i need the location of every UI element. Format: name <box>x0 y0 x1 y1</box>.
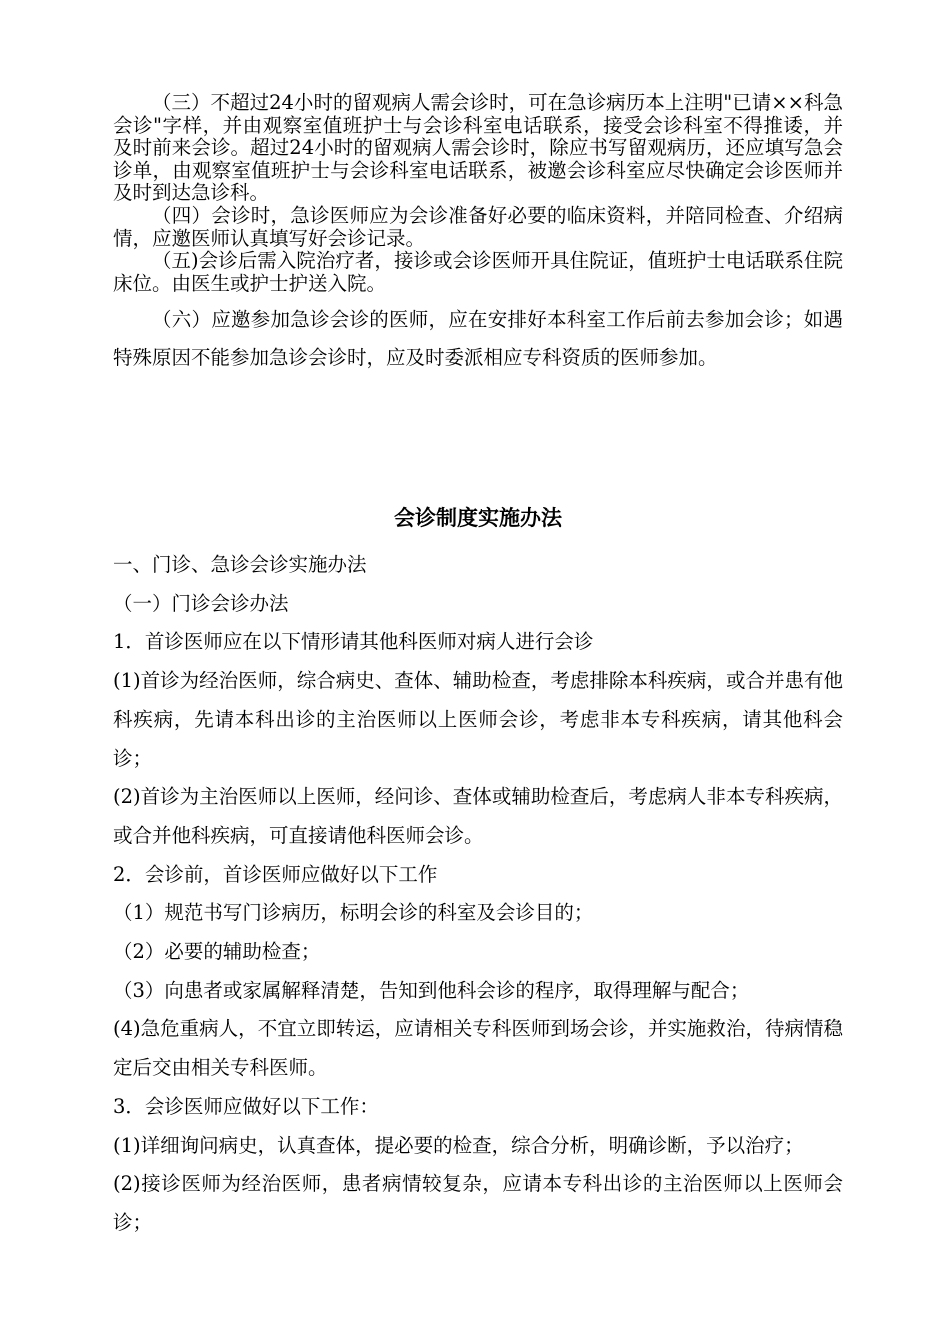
list-item-3-1: (1)详细询问病史，认真查体，提必要的检查，综合分析，明确诊断，予以治疗； <box>113 1133 804 1157</box>
main-section-text <box>113 546 843 1243</box>
heading-level-1: 一、门诊、急诊会诊实施办法 <box>113 553 367 576</box>
list-item-2-4: (4)急危重病人，不宜立即转运，应请相关专科医师到场会诊，并实施救治，待病情稳定后交由相关专科医师。 <box>113 1017 843 1080</box>
list-item-2-2: （2）必要的辅助检查； <box>113 940 321 964</box>
list-item-3: 3．会诊医师应做好以下工作： <box>113 1094 379 1118</box>
list-item-1-2: (2)首诊为主治医师以上医师，经问诊、查体或辅助检查后，考虑病人非本专科疾病，或合并他科疾病，可直接请他科医师会诊。 <box>113 785 843 847</box>
paragraph-5: （五)会诊后需入院治疗者，接诊或会诊医师开具住院证，值班护士电话联系住院床位。由医生或护士护送入院。 <box>113 249 843 295</box>
heading-level-2: （一）门诊会诊办法 <box>113 591 289 615</box>
previous-section-text <box>113 92 843 377</box>
paragraph-4: （四）会诊时，急诊医师应为会诊准备好必要的临床资料，并陪同检查、介绍病情，应邀医师认真填写好会诊记录。 <box>113 203 843 250</box>
paragraph-3: （三）不超过24小时的留观病人需会诊时，可在急诊病历本上注明"已请××科急会诊"字样，并由观察室值班护士与会诊科室电话联系，接受会诊科室不得推诿，并及时前来会诊。超过24小时的留观病人需会诊时，除应书写留观病历，还应填写急会诊单，由观察室值班护士与会诊科室电话联系，被邀会诊科室应尽快确定会诊医师并及时到达急诊科。 <box>113 91 843 205</box>
paragraph-6: （六）应邀参加急诊会诊的医师，应在安排好本科室工作后前去参加会诊；如遇特殊原因不能参加急诊会诊时，应及时委派相应专科资质的医师参加。 <box>113 308 843 370</box>
list-item-1-1: (1)首诊为经治医师，综合病史、查体、辅助检查，考虑排除本科疾病，或合并患有他科疾病，先请本科出诊的主治医师以上医师会诊，考虑非本专科疾病，请其他科会诊； <box>113 669 843 770</box>
list-item-2-1: （1）规范书写门诊病历，标明会诊的科室及会诊目的； <box>113 901 594 925</box>
list-item-2: 2．会诊前，首诊医师应做好以下工作 <box>113 862 438 886</box>
document-title: 会诊制度实施办法 <box>394 505 562 530</box>
list-item-1: 1．首诊医师应在以下情形请其他科医师对病人进行会诊 <box>113 630 594 654</box>
list-item-2-3: （3）向患者或家属解释清楚，告知到他科会诊的程序，取得理解与配合； <box>113 978 750 1002</box>
list-item-3-2: (2)接诊医师为经治医师，患者病情较复杂，应请本专科出诊的主治医师以上医师会诊； <box>113 1172 843 1234</box>
